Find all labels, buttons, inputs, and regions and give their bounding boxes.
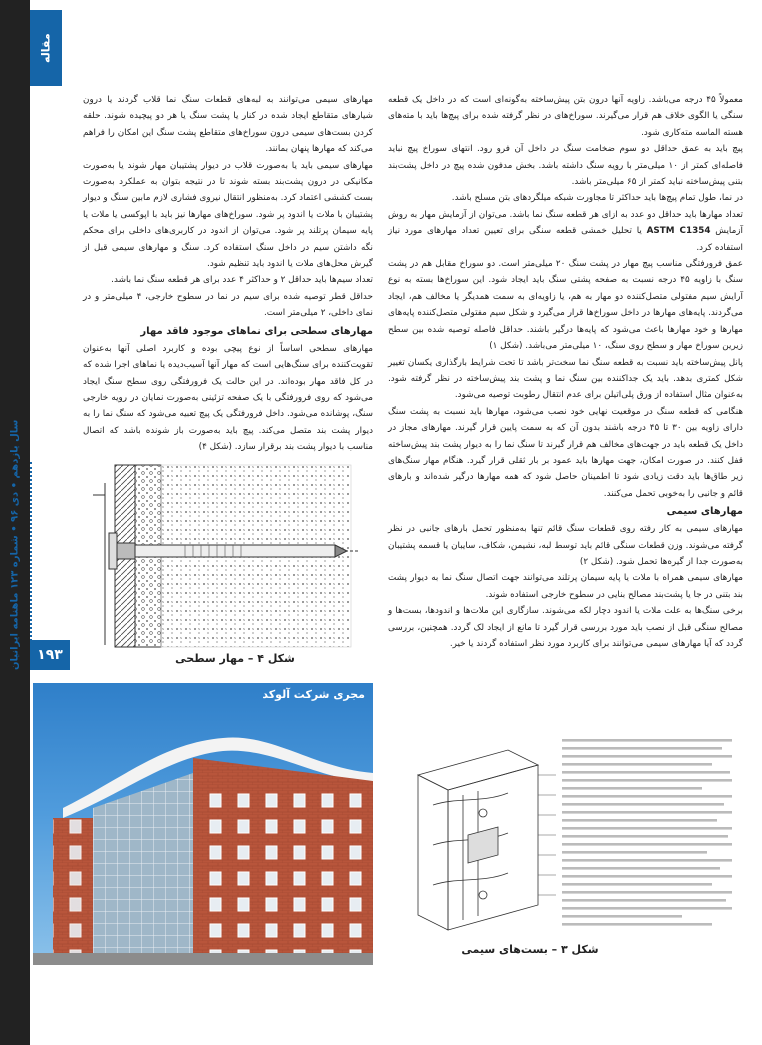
paragraph: مهارهای سیمی به کار رفته روی قطعات سنگ قائم تنها به‌منظور تحمل بارهای جانبی در نظر گرفته می‌شوند. وزن قطعات سنگی قائم باید توسط لبه، نشیمن، شکاف، سایبان یا قسمه پشتیبان به‌صورت جدا از گیره‌ها تحمل شود. (شکل ۲) [388, 524, 743, 567]
paragraph: مهارهای سیمی باید یا به‌صورت قلاب در دیوار پشتیبان مهار شوند یا به‌صورت مکانیکی در درون پشت‌بند بسته شوند تا در نتیجه بتوان به عملکرد به‌صورت بست کششی اعتماد کرد. به‌منظور انتقال نیروی فشاری لازم مابین سنگ و دیوار پشتیبان با ملات یا اندود پر شود. سوراخ‌های مهارها نیز باید با اپوکسی یا ملات یا پایه سیمان پرتلند پر شود. می‌توان از اندود در کاربری‌های داخلی برای محکم نگه داشتن سیم در داخل سنگ استفاده کرد. سنگ و مهارهای سیمی قبل از گیرش محل‌های ملات یا اندود باید تنظیم شود. [83, 160, 373, 270]
paragraph: پانل پیش‌ساخته باید نسبت به قطعه سنگ نما سخت‌تر باشد تا تحت شرایط بارگذاری یکسان تغییر شکل کمتری بدهد. باید یک جداکننده بین سنگ نما و پشت بند پیش‌ساخته در نظر گرفته شود. به‌عنوان مثال استفاده از ورق پلی‌اتیلن برای عدم انتقال رطوبت توصیه می‌شود. [388, 357, 743, 401]
left-column [83, 92, 373, 456]
right-column [388, 92, 743, 652]
surface-anchor-drawing [85, 455, 370, 650]
issue-strip [4, 419, 26, 671]
text-run: یا تحلیل خمشی قطعه سنگی برای تعیین تعداد مهارهای مورد نیاز استفاده کرد. [388, 226, 743, 253]
wire-anchor-detail-drawing [388, 735, 743, 940]
paragraph: تعداد سیم‌ها باید حداقل ۲ و حداکثر ۴ عدد برای هر قطعه سنگ نما باشد. [111, 275, 373, 286]
paragraph: مهارهای سیمی همراه با ملات یا پایه سیمان پرتلند می‌توانند جهت اتصال سنگ نما به دیوار پشت بند بتنی در جا یا پشت‌بند مصالح بنایی در سطوح خارجی استفاده شوند. [388, 573, 743, 600]
figure-3-caption: شکل ۳ – بست‌های سیمی [461, 943, 599, 956]
issue-line: ماهنامه ایرانیان [9, 592, 21, 671]
figure-4-caption: شکل ۴ – مهار سطحی [175, 652, 295, 665]
text-run: تعداد مهارها باید حداقل دو عدد به ازای هر قطعه سنگ نما باشد. می‌توان از آزمایش مهار به روش آزمایش [388, 209, 743, 237]
page-number: ۱۹۳ [30, 640, 70, 670]
paragraph: هنگامی که قطعه سنگ در موقعیت نهایی خود نصب می‌شود، مهارها باید نسبت به پشت سنگ دارای زاویه بین ۳۰ تا ۴۵ درجه باشند بدون آن که به سمت پایین قرار گیرند. مهارهای مجاز در داخل یک قطعه باید در جهت‌های مخالف هم قرار گیرند تا سنگ نما را به دیوار پشت بند پیش‌ساخته قفل کنند. در صورت امکان، جهت مهارها باید عمود بر بار ثقلی قرار گیرد. هنگام مهار سنگ‌های زیر طاق‌ها باید دقت زیادی شود تا اطمینان حاصل شود که همه مهارها درگیر شده‌اند و بارهای قائم و جانبی را به‌خوبی تحمل می‌کنند. [388, 406, 743, 499]
paragraph: عمق فرورفتگی مناسب پیچ مهار در پشت سنگ ۲۰ میلی‌متر است. دو سوراخ مقابل هم در پشت سنگ با زاویه ۴۵ درجه نسبت به صفحه پشتی سنگ باید ایجاد شود. این سوراخ‌ها بسته به نوع آرایش سیم مفتولی متصل‌کننده دو مهار به هم، یا زاویه‌ای به سمت همدیگر یا مخالف هم، ایجاد می‌گردند. پایه‌های مهارها در داخل سوراخ‌ها قرار می‌گیرد و شکل سیم مفتولی متصل‌کننده پایه‌های مهارها و خود مهارها باعث می‌شود که پایه‌ها درگیر باشند. حداقل فاصله توصیه شده بین سطح زیرین سوراخ مهار و سطح روی سنگ، ۱۰ میلی‌متر می‌باشد. (شکل ۱) [388, 259, 743, 352]
astm-code: ASTM C1354 [646, 226, 711, 237]
issue-detail: سال یازدهم • دی ۹۶ • شماره ۱۲۳ [9, 419, 21, 589]
paragraph [388, 207, 743, 256]
section-tab: مقاله [30, 10, 62, 86]
paragraph: معمولاً ۴۵ درجه می‌باشد. زاویه آنها درون بتن پیش‌ساخته به‌گونه‌ای است که در داخل یک قطعه سنگی یا الگوی خلاف هم قرار می‌گیرند. سوراخ‌های در نظر گرفته شده برای پیچ‌ها باید با مته‌های هسته الماسه مته‌کاری شود. [388, 95, 743, 138]
building-illustration [33, 683, 373, 965]
section-heading: مهارهای سیمی [666, 506, 743, 518]
paragraph: پیچ باید به عمق حداقل دو سوم ضخامت سنگ در داخل آن فرو رود. انتهای سوراخ پیچ نباید فاصله‌ای کمتر از ۱۰ میلی‌متر با رویه سنگ داشته باشد. بخش مدفون شده پیچ در داخل پشت‌بند بتنی پیش‌ساخته نباید کمتر از ۶۵ میلی‌متر باشد. [388, 144, 743, 188]
paragraph: مهارهای سطحی اساساً از نوع پیچی بوده و کاربرد اصلی آنها به‌عنوان تقویت‌کننده برای سنگ‌هایی است که مهار آنها آسیب‌دیده یا نماهای اجرا شده که در کل فاقد مهار بوده‌اند. در این حالت یک فرورفتگی روی سطح سنگ ایجاد می‌شود که روی فرورفتگی با یک صفحه تزئینی به‌صورت نمایان در رویه خارجی سنگ، پوشانده می‌شود. داخل فرورفتگی یک پیچ تعبیه می‌شود که سنگ نما را به دیوار پشت بند متصل می‌کند. پیچ باید به‌صورت باز شونده باشد که اتصال مناسب با دیوار پشت بند برقرار سازد. (شکل ۴) [83, 343, 373, 453]
paragraph: برخی سنگ‌ها به علت ملات یا اندود دچار لکه می‌شوند. سازگاری این ملات‌ها و اندودها، بست‌ها و مصالح سنگی قبل از نصب باید مورد بررسی قرار گیرد تا مانع از ایجاد لک گردد. همچنین، بررسی گردد که آیا مهارهای سیمی می‌توانند برای کاربرد مورد نظر استفاده گردند یا خیر. [388, 606, 743, 649]
building-photo [33, 683, 373, 965]
paragraph: مهارهای سیمی می‌توانند به لبه‌های قطعات سنگ نما قلاب گردند یا درون شیارهای متقاطع ایجاد شده در کنار یا پشت سنگ یا هر دو پیچیده شوند. حلقه کردن بست‌های سیمی درون سوراخ‌های متقاطع پشت سنگ این امکان را فراهم می‌کند که مهارها پنهان بمانند. [83, 95, 373, 155]
paragraph: در نما، طول تمام پیچ‌ها باید حداکثر تا مجاورت شبکه میلگردهای بتن مسلح باشد. [451, 193, 743, 204]
section-heading: مهارهای سطحی برای نماهای موجود فاقد مهار [140, 325, 373, 337]
photo-caption: مجری شرکت آلوکد [262, 688, 365, 701]
paragraph: حداقل قطر توصیه شده برای سیم در نما در سطوح خارجی، ۴ میلی‌متر و در نمای داخلی، ۲ میلی‌متر است. [83, 291, 373, 319]
